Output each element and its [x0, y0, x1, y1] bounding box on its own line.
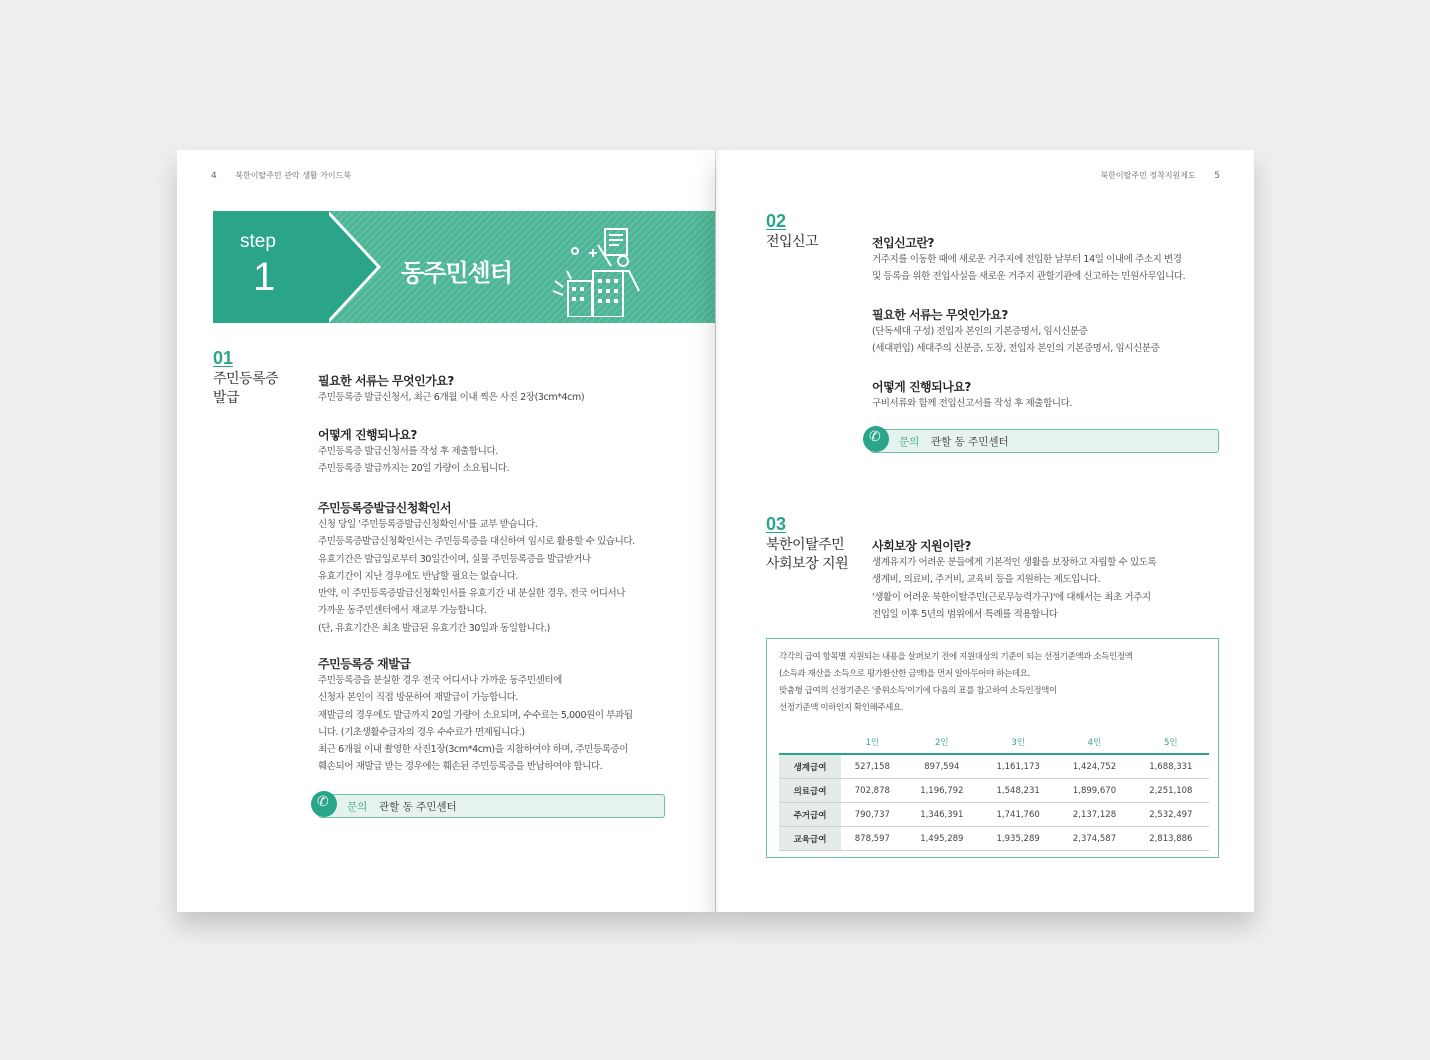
text-line: '생활이 어려운 북한이탈주민(근로무능력가구)'에 대해서는 최초 거주지 — [872, 591, 1151, 603]
table-cell: 2,374,587 — [1056, 827, 1132, 851]
question-heading: 필요한 서류는 무엇인가요? — [318, 374, 454, 388]
answer-text — [872, 395, 1072, 412]
column-header: 2인 — [904, 731, 980, 754]
column-header: 1인 — [841, 731, 904, 754]
section-title-line: 주민등록증 — [213, 371, 279, 387]
book-spine — [715, 150, 721, 912]
text-line: 주민등록증 발급까지는 20일 가량이 소요됩니다. — [318, 463, 510, 475]
table-cell: 2,251,108 — [1133, 779, 1209, 803]
banner-title: 동주민센터 — [401, 259, 512, 287]
answer-text — [318, 443, 509, 478]
text-line: 주민등록증을 분실한 경우 전국 어디서나 가까운 동주민센터에 — [318, 675, 562, 686]
row-header: 주거급여 — [779, 803, 841, 827]
table-cell: 1,424,752 — [1056, 754, 1132, 779]
question-heading: 어떻게 진행되나요? — [318, 428, 417, 442]
income-criteria-box — [766, 638, 1219, 858]
text-line: 주민등록증 발급신청서를 작성 후 제출합니다. — [318, 446, 498, 457]
table-cell: 527,158 — [841, 754, 904, 779]
question-heading: 필요한 서류는 무엇인가요? — [872, 308, 1008, 322]
phone-icon — [311, 791, 337, 817]
office-building-icon — [543, 221, 653, 317]
table-header-row — [779, 731, 1209, 754]
table-row — [779, 827, 1209, 851]
text-line: 주민등록증발급신청확인서는 주민등록증을 대신하여 임시로 활용할 수 있습니다. — [318, 536, 635, 548]
inquiry-text: 관할 동 주민센터 — [931, 436, 1009, 448]
section-title: 전입신고 — [766, 234, 819, 250]
row-header: 생계급여 — [779, 754, 841, 779]
inquiry-bar — [870, 429, 1219, 453]
question-heading: 어떻게 진행되나요? — [872, 380, 971, 394]
page-number: 5 — [1214, 171, 1220, 181]
section-title-line: 북한이탈주민 — [766, 537, 845, 553]
table-corner — [779, 731, 841, 754]
section-number: 01 — [213, 348, 234, 368]
text-line: 거주지를 이동한 때에 새로운 거주지에 전입한 날부터 14일 이내에 주소지 변경 — [872, 254, 1182, 265]
section-title-line: 발급 — [213, 390, 240, 406]
inquiry-label: 문의 — [899, 436, 920, 448]
answer-text — [318, 672, 633, 776]
running-title: 북한이탈주민 정착지원제도 — [1100, 171, 1196, 180]
inquiry-label: 문의 — [347, 801, 368, 813]
text-line: 가까운 동주민센터에서 재교부 가능합니다. — [318, 605, 487, 617]
table-cell: 1,161,173 — [980, 754, 1056, 779]
text-line: 각각의 급여 항목별 지원되는 내용을 살펴보기 전에 지원대상의 기준이 되는 선정기준액과 소득인정액 — [779, 652, 1133, 662]
benefit-criteria-table — [779, 731, 1209, 851]
column-header: 4인 — [1056, 731, 1132, 754]
text-line: 유효기간이 지난 경우에도 반납할 필요는 없습니다. — [318, 570, 519, 582]
table-cell: 1,495,289 — [904, 827, 980, 851]
text-line: 주민등록증 발급신청서, 최근 6개월 이내 찍은 사진 2장(3cm*4cm) — [318, 392, 585, 403]
table-cell: 702,878 — [841, 779, 904, 803]
table-cell: 897,594 — [904, 754, 980, 779]
right-page — [716, 150, 1254, 912]
inquiry-text: 관할 동 주민센터 — [379, 801, 457, 813]
answer-text — [318, 516, 635, 637]
text-line: 훼손되어 재발급 받는 경우에는 훼손된 주민등록증을 반납하여야 합니다. — [318, 761, 603, 773]
table-cell: 2,813,886 — [1133, 827, 1209, 851]
inquiry-bar — [318, 794, 665, 818]
text-line: 생계비, 의료비, 주거비, 교육비 등을 지원하는 제도입니다. — [872, 574, 1101, 586]
column-header: 5인 — [1133, 731, 1209, 754]
answer-text — [872, 323, 1159, 358]
step-banner — [213, 211, 715, 323]
text-line: 만약, 이 주민등록증발급신청확인서를 유효기간 내 분실한 경우, 전국 어디서나 — [318, 588, 626, 600]
table-cell: 1,196,792 — [904, 779, 980, 803]
row-header: 교육급여 — [779, 827, 841, 851]
text-line: 최근 6개월 이내 촬영한 사진1장(3cm*4cm)을 지참하여야 하며, 주민등록증이 — [318, 744, 629, 756]
left-page — [177, 150, 715, 912]
right-page-header — [1100, 170, 1220, 181]
text-line: 신청 당일 '주민등록증발급신청확인서'를 교부 받습니다. — [318, 519, 538, 530]
text-line: (세대편입) 세대주의 신분증, 도장, 전입자 본인의 기본증명서, 임시신분증 — [872, 343, 1160, 355]
page-number: 4 — [211, 171, 217, 181]
answer-text — [318, 389, 584, 406]
box-description — [779, 649, 1132, 717]
arrow-fill — [325, 211, 377, 323]
table-cell: 1,346,391 — [904, 803, 980, 827]
question-heading: 사회보장 지원이란? — [872, 539, 971, 553]
text-line: 맞춤형 급여의 선정기준은 '중위소득'이기에 다음의 표를 참고하여 소득인정액이 — [779, 686, 1057, 696]
question-heading: 주민등록증 재발급 — [318, 657, 411, 671]
section-number: 02 — [766, 211, 787, 231]
section-title-line: 사회보장 지원 — [766, 556, 849, 572]
section-title — [766, 536, 848, 574]
running-title: 북한이탈주민 관악 생활 가이드북 — [235, 171, 352, 180]
table-row — [779, 803, 1209, 827]
text-line: 생계유지가 어려운 분들에게 기본적인 생활을 보장하고 자립할 수 있도록 — [872, 557, 1157, 568]
question-heading: 전입신고란? — [872, 236, 934, 250]
section-number: 03 — [766, 514, 787, 534]
question-heading: 주민등록증발급신청확인서 — [318, 501, 452, 515]
table-cell: 878,597 — [841, 827, 904, 851]
table-cell: 1,899,670 — [1056, 779, 1132, 803]
text-line: 니다. (기초생활수급자의 경우 수수료가 면제됩니다.) — [318, 726, 525, 738]
step-number: 1 — [253, 255, 276, 299]
table-cell: 1,935,289 — [980, 827, 1056, 851]
section-title — [213, 370, 278, 408]
text-line: 선정기준액 이하인지 확인해주세요. — [779, 703, 904, 713]
column-header: 3인 — [980, 731, 1056, 754]
row-header: 의료급여 — [779, 779, 841, 803]
text-line: (소득과 재산을 소득으로 평가환산한 금액)을 먼저 알아두어야 하는데요. — [779, 669, 1030, 679]
phone-icon — [863, 426, 889, 452]
text-line: 신청자 본인이 직접 방문하여 재발급이 가능합니다. — [318, 692, 519, 704]
answer-text — [872, 251, 1185, 286]
step-word: step — [240, 231, 276, 252]
text-line: (단독세대 구성) 전입자 본인의 기본증명서, 임시신분증 — [872, 326, 1088, 337]
text-line: 재발급의 경우에도 발급까지 20일 가량이 소요되며, 수수료는 5,000원이 부과됩 — [318, 709, 633, 721]
left-page-header — [211, 170, 351, 181]
text-line: 전입일 이후 5년의 범위에서 특례를 적용합니다 — [872, 608, 1058, 620]
table-cell: 2,137,128 — [1056, 803, 1132, 827]
text-line: 유효기간은 발급일로부터 30일간이며, 실물 주민등록증을 발급받거나 — [318, 553, 591, 565]
table-cell: 1,548,231 — [980, 779, 1056, 803]
text-line: 및 등록을 위한 전입사실을 새로운 거주지 관할기관에 신고하는 민원사무입니다. — [872, 271, 1186, 283]
table-cell: 790,737 — [841, 803, 904, 827]
table-cell: 1,688,331 — [1133, 754, 1209, 779]
table-cell: 2,532,497 — [1133, 803, 1209, 827]
answer-text — [872, 554, 1156, 623]
table-row — [779, 779, 1209, 803]
table-row — [779, 754, 1209, 779]
text-line: (단, 유효기간은 최초 발급된 유효기간 30일과 동일합니다.) — [318, 622, 550, 634]
table-cell: 1,741,760 — [980, 803, 1056, 827]
text-line: 구비서류와 함께 전입신고서를 작성 후 제출합니다. — [872, 398, 1073, 409]
